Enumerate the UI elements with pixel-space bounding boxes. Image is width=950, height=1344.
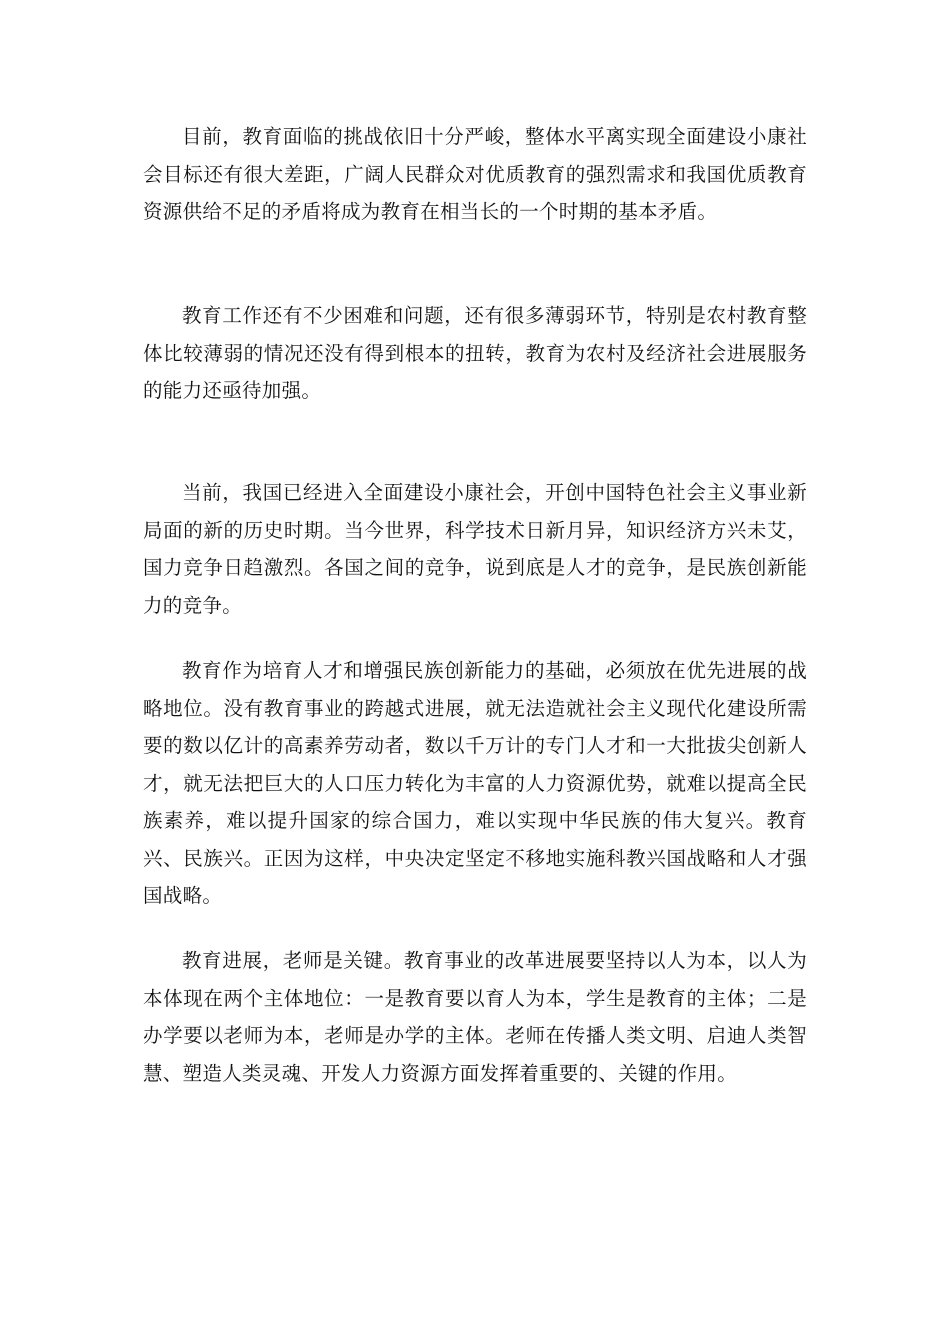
paragraph-4: 教育作为培育人才和增强民族创新能力的基础，必须放在优先进展的战略地位。没有教育事业的跨越式进展，就无法造就社会主义现代化建设所需要的数以亿计的高素养劳动者，数以千万计的专门人才和一大批拔尖创新人才，就无法把巨大的人口压力转化为丰富的人力资源优势，就难以提高全民族素养，难以提升国家的综合国力，难以实现中华民族的伟大复兴。教育兴、民族兴。正因为这样，中央决定坚定不移地实施科教兴国战略和人才强国战略。: [143, 659, 807, 907]
paragraph-2: 教育工作还有不少困难和问题，还有很多薄弱环节，特别是农村教育整体比较薄弱的情况还没有得到根本的扭转，教育为农村及经济社会进展服务的能力还亟待加强。: [143, 304, 807, 402]
paragraph-1: 目前，教育面临的挑战依旧十分严峻，整体水平离实现全面建设小康社会目标还有很大差距，广阔人民群众对优质教育的强烈需求和我国优质教育资源供给不足的矛盾将成为教育在相当长的一个时期的基本矛盾。: [143, 125, 807, 223]
paragraph-3: 当前，我国已经进入全面建设小康社会，开创中国特色社会主义事业新局面的新的历史时期。当今世界，科学技术日新月异，知识经济方兴未艾，国力竞争日趋激烈。各国之间的竞争，说到底是人才的竞争，是民族创新能力的竞争。: [143, 481, 807, 617]
paragraph-5: 教育进展，老师是关键。教育事业的改革进展要坚持以人为本，以人为本体现在两个主体地位：一是教育要以育人为本，学生是教育的主体；二是办学要以老师为本，老师是办学的主体。老师在传播人类文明、启迪人类智慧、塑造人类灵魂、开发人力资源方面发挥着重要的、关键的作用。: [143, 949, 807, 1085]
